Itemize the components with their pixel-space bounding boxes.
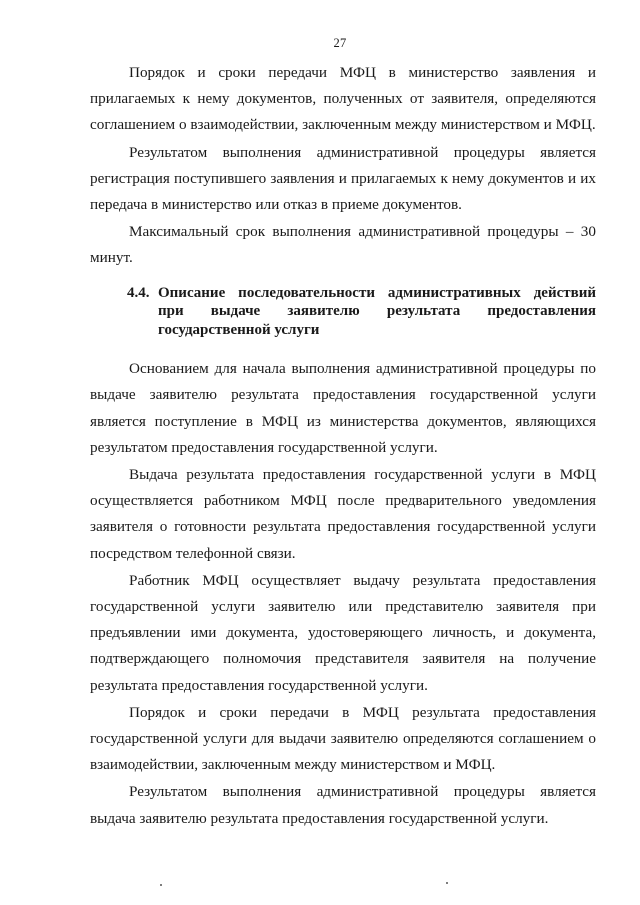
section-heading <box>90 284 596 340</box>
paragraph: Результатом выполнения административной процедуры является выдача заявителю результата предоставления государственной услуги. <box>90 783 596 827</box>
page-number: 27 <box>333 36 347 50</box>
paragraph: Работник МФЦ осуществляет выдачу результата предоставления государственной услуги заявителю или представителю заявителя при предъявлении ими документа, удостоверяющего личность, и документа, подтверждающего полномочия представителя заявителя на получение результата предоставления государственной услуги. <box>90 571 596 694</box>
section-number: 4.4. <box>127 284 150 301</box>
paragraph: Основанием для начала выполнения административной процедуры по выдаче заявителю результата предоставления государственной услуги является поступление в МФЦ из министерства документов, являющихся результатом предоставления государственной услуги. <box>90 360 596 456</box>
paragraph: Результатом выполнения административной процедуры является регистрация поступившего заявления и прилагаемых к нему документов и их передача в министерство или отказ в приеме документов. <box>90 143 596 214</box>
paragraph: Выдача результата предоставления государственной услуги в МФЦ осуществляется работником МФЦ после предварительного уведомления заявителя о готовности результата предоставления государственной услуги посредством телефонной связи. <box>90 465 596 562</box>
paragraph: Максимальный срок выполнения административной процедуры – 30 минут. <box>90 223 596 267</box>
paragraph: Порядок и сроки передачи в МФЦ результата предоставления государственной услуги для выдачи заявителю определяются соглашением о взаимодействии, заключенным между министерством и МФЦ. <box>90 703 596 774</box>
scan-speck <box>446 882 448 884</box>
section-title: Описание последовательности административных действий при выдаче заявителю результата предоставления государственной услуги <box>158 284 596 338</box>
scan-speck <box>160 884 162 886</box>
document-body <box>90 60 596 832</box>
paragraph: Порядок и сроки передачи МФЦ в министерство заявления и прилагаемых к нему документов, полученных от заявителя, определяются соглашением о взаимодействии, заключенным между министерством и МФЦ. <box>90 64 596 134</box>
